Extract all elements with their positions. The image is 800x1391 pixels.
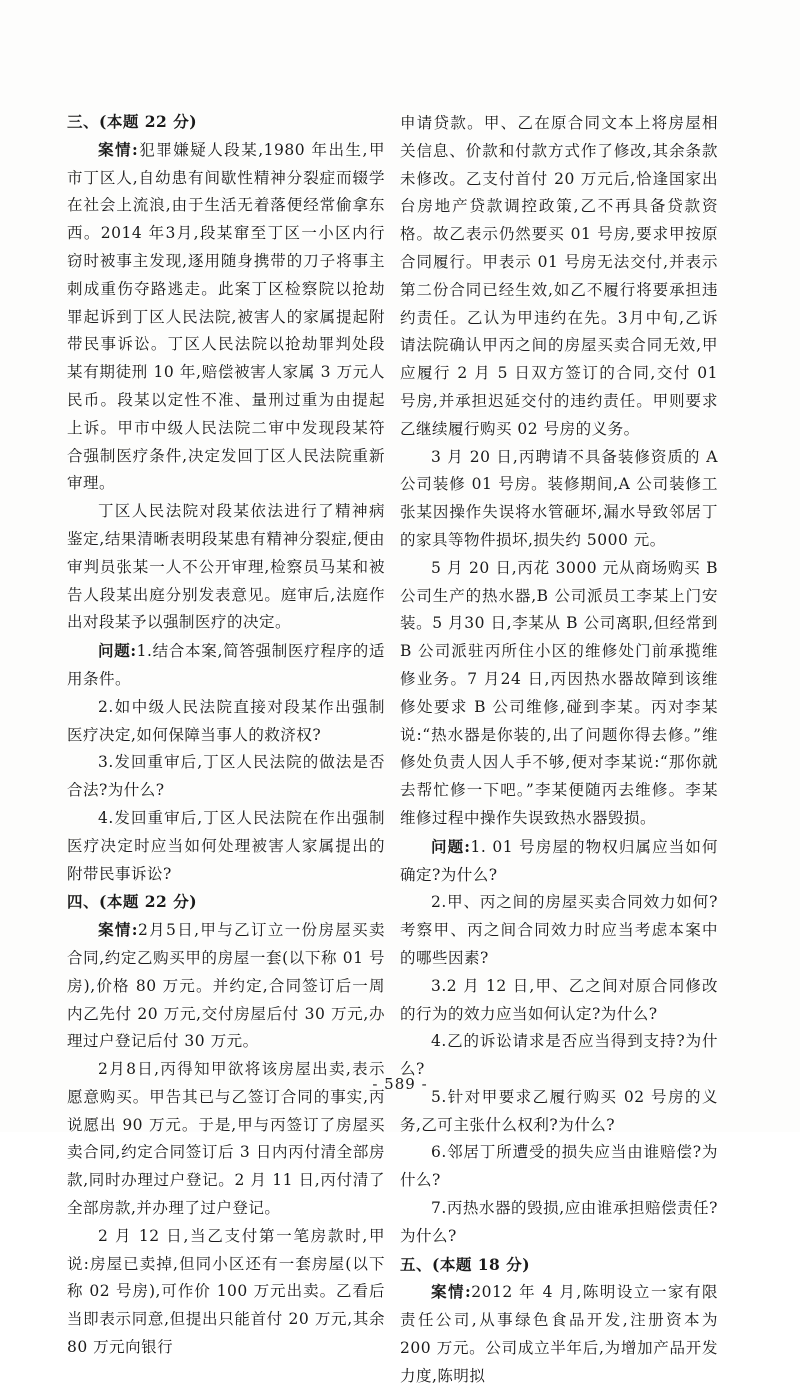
case-text: 犯罪嫌疑人段某,1980 年出生,甲市丁区人,自幼患有间歇性精神分裂症而辍学在社会上流浪,由于生活无着落便经常偷拿东西。2014 年3月,段某窜至丁区一小区内行窃时被事主发现,逐用随身携带的刀子将事主刺成重伤夺路逃走。此案丁区检察院以抢劫罪起诉到丁区人民法院,被害人的家属提起附带民事诉讼。丁区人民法院以抢劫罪判处段某有期徒刑 10 年,赔偿被害人家属 3 万元人民币。段某以定性不准、量刑过重为由提起上诉。甲市中级人民法院二审中发现段某符合强制医疗条件,决定发回丁区人民法院重新审理。: [67, 140, 385, 493]
left-column: [67, 108, 385, 1362]
section-3-question-3: 3.发回重审后,丁区人民法院的做法是否合法?为什么?: [67, 753, 385, 800]
section-5-case-paragraph-1: [400, 1278, 718, 1390]
section-4-case-paragraph-3-continued: 申请贷款。甲、乙在原合同文本上将房屋相关信息、价款和付款方式作了修改,其余条款未修改。乙支付首付 20 万元后,恰逢国家出台房地产贷款调控政策,乙不再具备贷款资格。故乙表示仍然要买 01 号房,要求甲按原合同履行。甲表示 01 号房无法交付,并表示第二份合同已经生效,如乙不履行将要承担违约责任。乙认为甲违约在先。3月中旬,乙诉请法院确认甲丙之间的房屋买卖合同无效,甲应履行 2 月 5 日双方签订的合同,交付 01 号房,并承担迟延交付的违约责任。甲则要求乙继续履行购买 02 号房的义务。: [400, 114, 718, 438]
section-4-question-4: 4.乙的诉讼请求是否应当得到支持?为什么?: [400, 1032, 718, 1079]
case-text: 2月5日,甲与乙订立一份房屋买卖合同,约定乙购买甲的房屋一套(以下称 01 号房),价格 80 万元。并约定,合同签订后一周内乙先付 20 万元,交付房屋后付 30 万元,办理过户登记后付 30 万元。: [67, 921, 385, 1051]
section-3-question-4: 4.发回重审后,丁区人民法院在作出强制医疗决定时应当如何处理被害人家属提出的附带民事诉讼?: [67, 808, 385, 883]
section-4-question-7: 7.丙热水器的毁损,应由谁承担赔偿责任?为什么?: [400, 1199, 718, 1245]
question-text: 1. 01 号房屋的物权归属应当如何确定?为什么?: [400, 837, 718, 884]
section-3-heading: 三、(本题 22 分): [67, 112, 198, 131]
section-4-case-paragraph-2: 2月8日,丙得知甲欲将该房屋出卖,表示愿意购买。甲告其已与乙签订合同的事实,丙说愿出 90 万元。于是,甲与丙签订了房屋买卖合同,约定合同签订后 3 日内丙付清全部房款,同时办理过户登记。2 月 11 日,丙付清了全部房款,并办理了过户登记。: [67, 1060, 385, 1218]
questions-label: 问题:: [431, 836, 471, 856]
section-4-question-2: 2.甲、丙之间的房屋买卖合同效力如何?考察甲、丙之间合同效力时应当考虑本案中的哪些因素?: [400, 893, 718, 967]
section-4-question-1: [400, 833, 718, 890]
section-4-case-paragraph-4: 3 月 20 日,丙聘请不具备装修资质的 A 公司装修 01 号房。装修期间,A 公司装修工张某因操作失误将水管砸坏,漏水导致邻居丁的家具等物件损坏,损失约 5000 元。: [400, 447, 718, 549]
section-3-case-paragraph-2: 丁区人民法院对段某依法进行了精神病鉴定,结果清晰表明段某患有精神分裂症,便由审判员张某一人不公开审理,检察员马某和被告人段某出庭分别发表意见。庭审后,法庭作出对段某予以强制医疗的决定。: [67, 502, 385, 632]
section-4-case-paragraph-3: 2 月 12 日,当乙支付第一笔房款时,甲说:房屋已卖掉,但同小区还有一套房屋(以下称 02 号房),可作价 100 万元出卖。乙看后当即表示同意,但提出只能首付 20 万元,其余 80 万元向银行: [67, 1226, 385, 1357]
section-4-question-6: 6.邻居丁所遭受的损失应当由谁赔偿?为什么?: [400, 1143, 718, 1190]
section-3-question-2: 2.如中级人民法院直接对段某作出强制医疗决定,如何保障当事人的救济权?: [67, 697, 385, 744]
section-4-question-5: 5.针对甲要求乙履行购买 02 号房的义务,乙可主张什么权利?为什么?: [400, 1087, 718, 1134]
section-4-case-paragraph-1: [67, 916, 385, 1056]
case-text: 2012 年 4 月,陈明设立一家有限责任公司,从事绿色食品开发,注册资本为 200 万元。公司成立半年后,为增加产品开发力度,陈明拟: [400, 1283, 718, 1385]
page-number: - 589 -: [372, 1075, 428, 1093]
section-3-case-paragraph-1: [67, 136, 385, 498]
section-5-heading: 五、(本题 18 分): [400, 1254, 531, 1274]
questions-label: 问题:: [98, 641, 137, 661]
right-column: [400, 110, 718, 1391]
case-label: 案情:: [98, 139, 139, 159]
section-3-question-1: [67, 637, 385, 694]
section-4-case-paragraph-5: 5 月 20 日,丙花 3000 元从商场购买 B 公司生产的热水器,B 公司派员工李某上门安装。5 月30 日,李某从 B 公司离职,但经常到 B 公司派驻丙所住小区的维修处门前承揽维修业务。7 月24 日,丙因热水器故障到该维修处要求 B 公司维修,碰到李某。丙对李某说:“热水器是你装的,出了问题你得去修。”维修处负责人因人手不够,便对李某说:“那你就去帮忙修一下吧。”李某便随丙去维修。李某维修过程中操作失误致热水器毁损。: [400, 558, 718, 827]
section-4-heading: 四、(本题 22 分): [67, 892, 198, 912]
question-text: 1.结合本案,简答强制医疗程序的适用条件。: [67, 642, 385, 688]
case-label: 案情:: [98, 920, 138, 940]
case-label: 案情:: [431, 1282, 472, 1302]
section-4-question-3: 3.2 月 12 日,甲、乙之间对原合同修改的行为的效力应当如何认定?为什么?: [400, 976, 718, 1023]
